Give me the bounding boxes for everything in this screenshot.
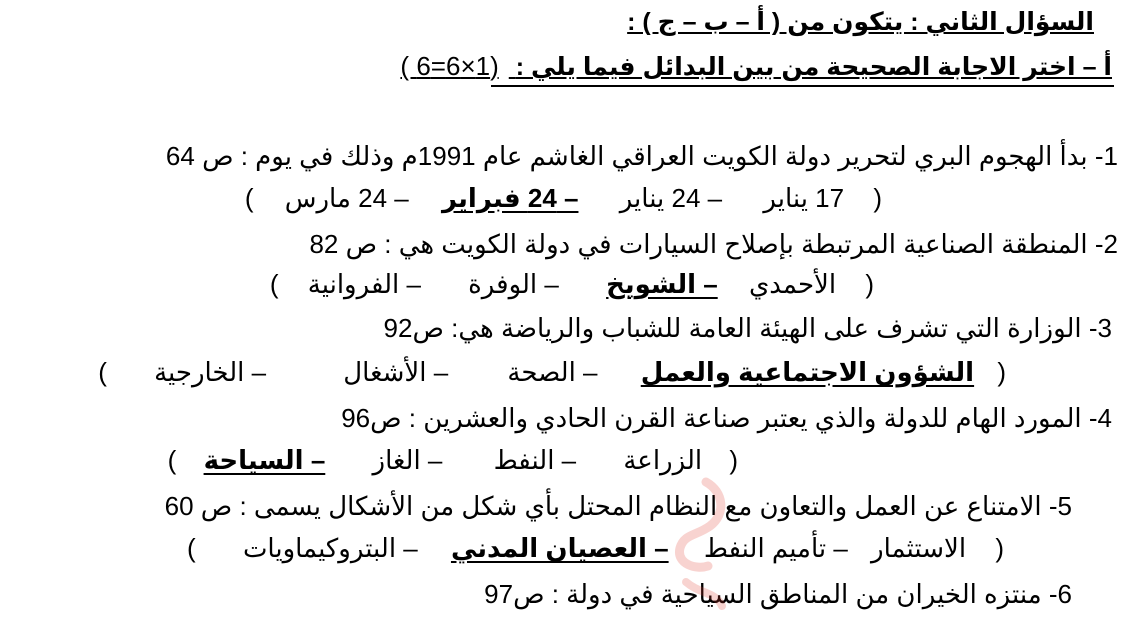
option-1a: 17 يناير <box>763 183 845 213</box>
close-paren: ) <box>269 269 279 299</box>
option-4c: – الغاز <box>372 445 443 475</box>
option-3d: – الخارجية <box>154 357 267 387</box>
item-2-options <box>270 268 874 300</box>
option-3b: – الصحة <box>507 357 598 387</box>
open-paren: ( <box>997 357 1006 387</box>
part-a-text: أ – اختر الاجابة الصحيحة من بين البدائل فيما يلي : <box>515 53 1112 81</box>
option-4a: الزراعة <box>623 445 703 475</box>
item-4-options <box>168 444 738 476</box>
option-1d: – 24 مارس <box>284 183 409 213</box>
option-5a: الاستثمار <box>871 533 967 563</box>
item-3-options <box>98 356 1006 388</box>
close-paren: ) <box>167 445 177 475</box>
option-1b: – 24 يناير <box>619 183 723 213</box>
option-5d: – البتروكيماويات <box>242 533 418 563</box>
score-note: (1×6=6 ) <box>400 51 499 81</box>
item-2-stem: 2- المنطقة الصناعية المرتبطة بإصلاح السيارات في دولة الكويت هي : ص 82 <box>309 229 1118 259</box>
open-paren: ( <box>865 269 874 299</box>
open-paren: ( <box>729 445 738 475</box>
option-2b-correct: – الشويخ <box>606 269 718 299</box>
item-1-stem: 1- بدأ الهجوم البري لتحرير دولة الكويت العراقي الغاشم عام 1991م وذلك في يوم : ص 64 <box>165 141 1118 171</box>
option-3a-correct: الشؤون الاجتماعية والعمل <box>640 357 975 387</box>
close-paren: ) <box>187 533 196 563</box>
option-4d-correct: – السياحة <box>203 445 326 475</box>
header-rule <box>491 85 1114 87</box>
close-paren: ) <box>98 357 107 387</box>
question-title: السؤال الثاني : يتكون من ( أ – ب – ج ) : <box>627 8 1094 36</box>
item-3-stem: 3- الوزارة التي تشرف على الهيئة العامة للشباب والرياضة هي: ص92 <box>383 313 1112 343</box>
item-6-stem: 6- منتزه الخيران من المناطق السياحية في دولة : ص97 <box>484 579 1072 609</box>
option-2c: – الوفرة <box>468 269 559 299</box>
option-5c-correct: – العصيان المدني <box>450 533 669 563</box>
option-4b: – النفط <box>493 445 577 475</box>
option-2d: – الفروانية <box>307 269 421 299</box>
option-3c: – الأشغال <box>343 357 449 387</box>
close-paren: ) <box>244 183 254 213</box>
option-1c-correct: – 24 فبراير <box>441 183 579 213</box>
option-5b: – تأميم النفط <box>703 533 848 563</box>
item-5-options <box>187 532 1004 564</box>
open-paren: ( <box>995 533 1004 563</box>
part-a-instruction <box>400 50 1112 83</box>
item-4-stem: 4- المورد الهام للدولة والذي يعتبر صناعة القرن الحادي والعشرين : ص96 <box>341 403 1112 433</box>
item-1-options <box>245 182 882 214</box>
open-paren: ( <box>873 183 882 213</box>
item-5-stem: 5- الامتناع عن العمل والتعاون مع النظام المحتل بأي شكل من الأشكال يسمى : ص 60 <box>164 491 1072 521</box>
option-2a: الأحمدي <box>748 269 837 299</box>
